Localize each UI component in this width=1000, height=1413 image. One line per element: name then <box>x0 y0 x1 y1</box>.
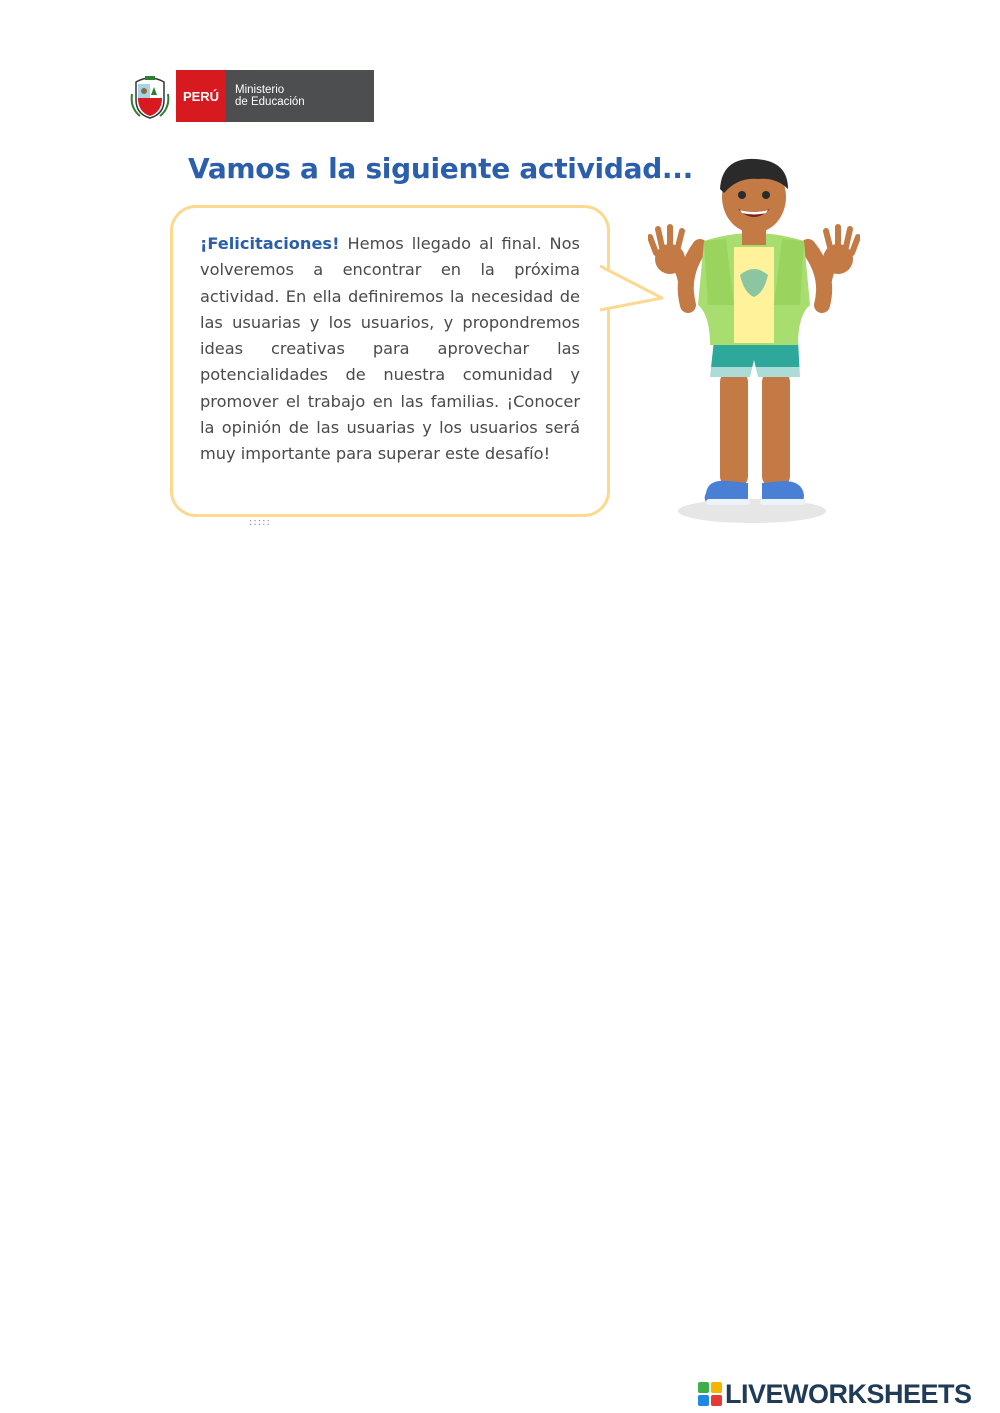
liveworksheets-logo-icon <box>698 1382 722 1406</box>
ministry-line-2: de Educación <box>235 96 305 108</box>
ministry-label <box>226 70 374 122</box>
peru-coat-of-arms-icon <box>130 74 170 120</box>
waving-boy-illustration <box>648 155 860 530</box>
peru-label: PERÚ <box>176 70 226 122</box>
congratulations-text: ¡Felicitaciones! <box>200 234 340 253</box>
bubble-text <box>200 231 580 468</box>
ministry-logo <box>130 70 374 122</box>
liveworksheets-brand-text: LIVEWORKSHEETS <box>725 1378 972 1409</box>
bubble-body-text: Hemos llegado al final. Nos volveremos a encontrar en la próxima actividad. En ella definiremos la necesidad de las usuarias y los usuarios, y propondremos ideas creativas para aprovechar las potencialidades de nuestra comunidad y promover el trabajo en las familias. ¡Conocer la opinión de las usuarias y los usuarios será muy importante para superar este desafío! <box>200 234 580 464</box>
ministry-line-1: Ministerio <box>235 84 285 96</box>
liveworksheets-logo[interactable] <box>698 1378 972 1410</box>
decorative-dots: ::::: <box>249 517 271 528</box>
page-title: Vamos a la siguiente actividad... <box>188 152 693 185</box>
